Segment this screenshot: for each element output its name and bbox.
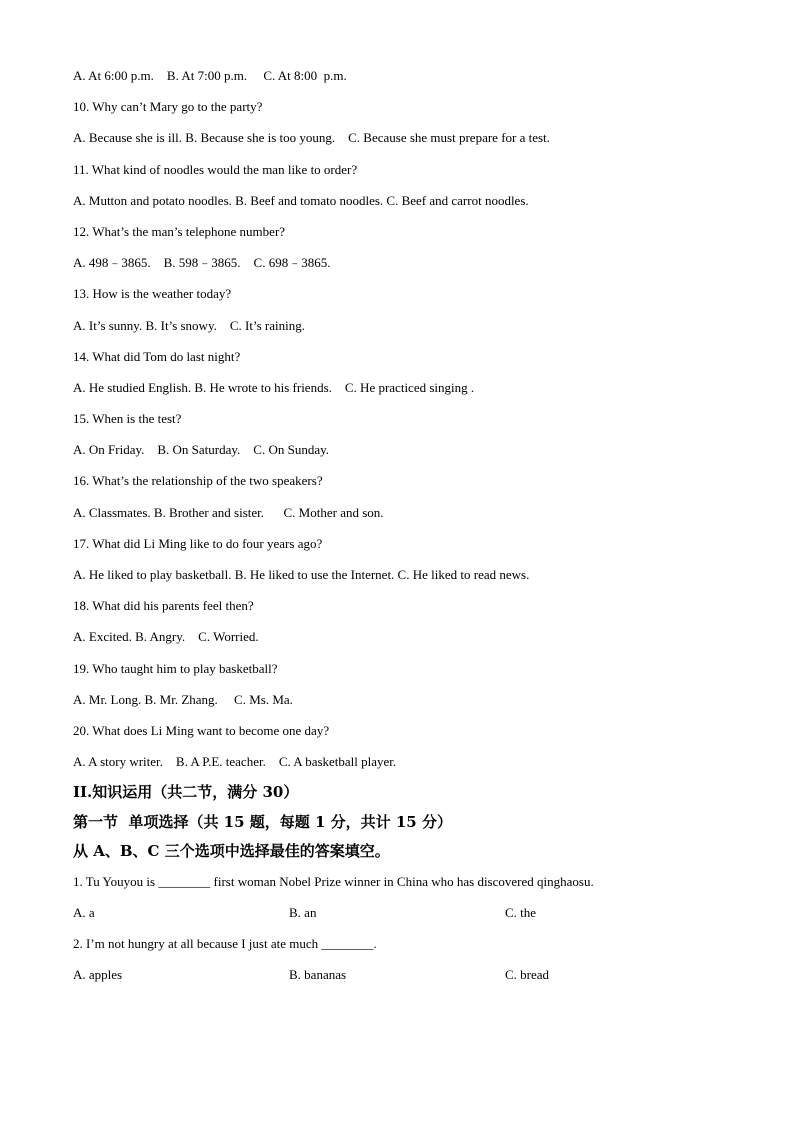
part1-title: 第一节 单项选择（共 15 题，每题 1 分，共计 15 分）	[73, 812, 452, 831]
answer-options: A. Because she is ill. B. Because she is too young. C. Because she must prepare for a test.	[73, 130, 550, 146]
question-text: 16. What’s the relationship of the two speakers?	[73, 473, 323, 489]
answer-option: A. a	[73, 905, 95, 920]
exam-page	[73, 66, 733, 997]
answer-options: A. Mr. Long. B. Mr. Zhang. C. Ms. Ma.	[73, 691, 293, 707]
multiple-choice-section	[73, 872, 733, 997]
question-text: 18. What did his parents feel then?	[73, 598, 254, 614]
answer-options: A. He studied English. B. He wrote to his friends. C. He practiced singing .	[73, 379, 475, 395]
section-instruction: 从 A、B、C 三个选项中选择最佳的答案填空。	[73, 842, 390, 861]
question-text: 11. What kind of noodles would the man like to order?	[73, 161, 358, 177]
answer-options: A. Mutton and potato noodles. B. Beef and tomato noodles. C. Beef and carrot noodles.	[73, 192, 529, 208]
answer-option: C. bread	[505, 967, 550, 983]
answer-options: A. Excited. B. Angry. C. Worried.	[73, 629, 259, 645]
question-text: 20. What does Li Ming want to become one day?	[73, 722, 330, 738]
question-text: 15. When is the test?	[73, 411, 182, 427]
answer-options: A. On Friday. B. On Saturday. C. On Sunday.	[73, 442, 330, 458]
answer-options-row	[73, 903, 733, 934]
answer-option: A. apples	[73, 967, 123, 983]
question-text: 17. What did Li Ming like to do four years ago?	[73, 535, 323, 551]
answer-option: C. the	[505, 905, 537, 920]
answer-options: A. It’s sunny. B. It’s snowy. C. It’s raining.	[73, 317, 305, 333]
question-text: 14. What did Tom do last night?	[73, 348, 241, 364]
question-text: 1. Tu Youyou is ________ first woman Nobel Prize winner in China who has discovered qinghaosu.	[73, 873, 594, 889]
section-title: II.知识运用（共二节，满分 30）	[73, 783, 299, 802]
question-text: 2. I’m not hungry at all because I just ate much ________.	[73, 936, 377, 952]
answer-options: A. A story writer. B. A P.E. teacher. C. A basketball player.	[73, 754, 397, 770]
answer-options-row	[73, 965, 733, 996]
answer-options: A. At 6:00 p.m. B. At 7:00 p.m. C. At 8:00 p.m.	[73, 68, 347, 83]
answer-option: B. an	[289, 905, 317, 920]
answer-options: A. 498﹣3865. B. 598﹣3865. C. 698﹣3865.	[73, 255, 331, 271]
answer-options: A. Classmates. B. Brother and sister. C. Mother and son.	[73, 504, 384, 520]
question-text: 19. Who taught him to play basketball?	[73, 660, 278, 676]
question-text: 12. What’s the man’s telephone number?	[73, 223, 286, 239]
answer-options: A. He liked to play basketball. B. He liked to use the Internet. C. He liked to read news.	[73, 567, 530, 582]
answer-option: B. bananas	[289, 967, 347, 983]
question-text: 13. How is the weather today?	[73, 286, 232, 302]
listening-section	[73, 66, 733, 783]
question-text: 10. Why can’t Mary go to the party?	[73, 99, 263, 115]
